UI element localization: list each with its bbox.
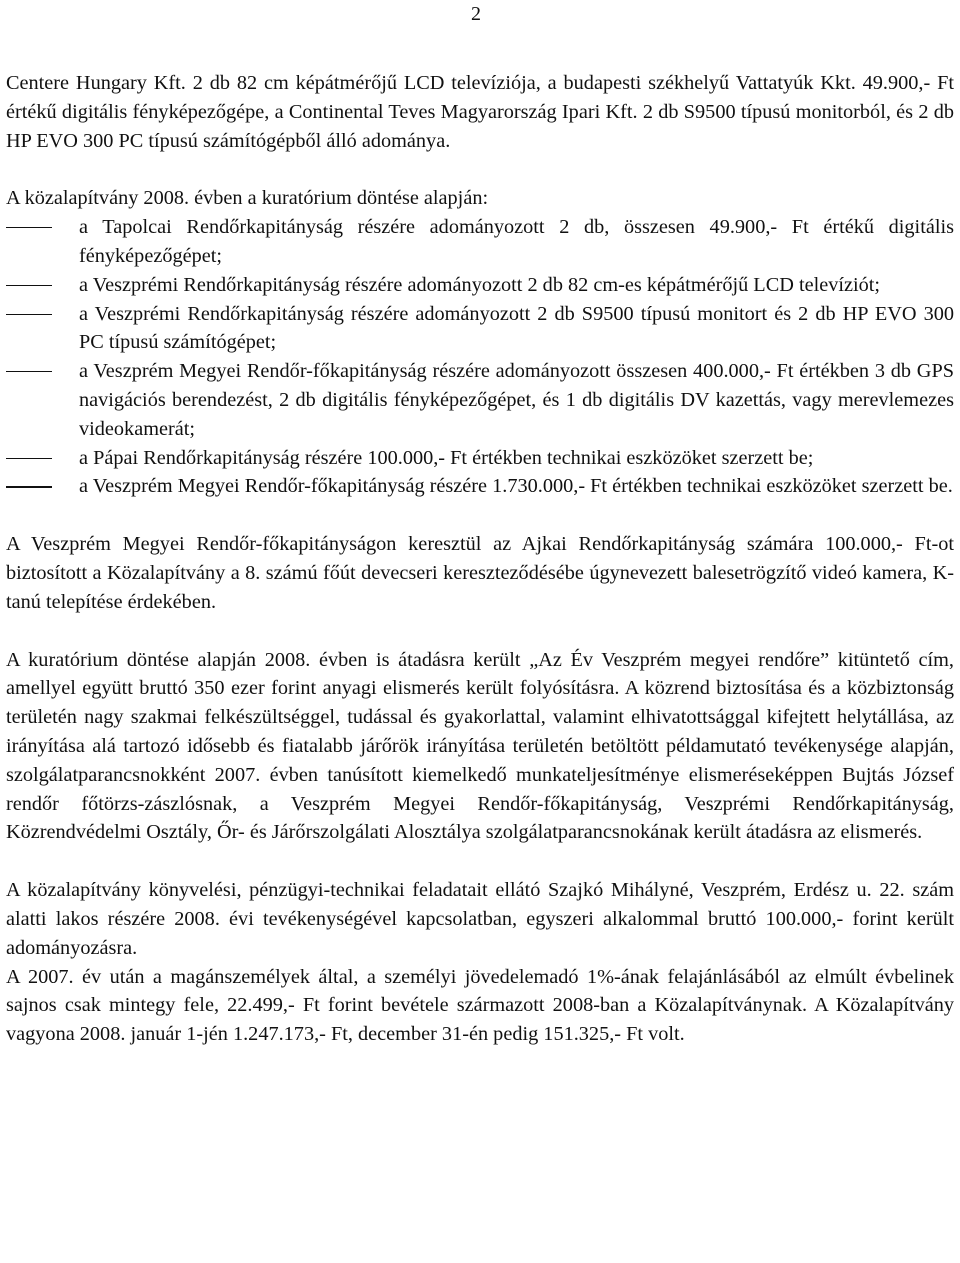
dash-bullet-icon <box>6 458 52 459</box>
intro-paragraph: Centere Hungary Kft. 2 db 82 cm képátmérőjű LCD televíziója, a budapesti székhelyű Vattatyúk Kkt. 49.900,- Ft értékű digitális fényképezőgépe, a Continental Teves Magyarország Ipari Kft. 2 db S9500 típusú monitorból, és 2 db HP EVO 300 PC típusú számítógépből álló adománya. <box>6 72 954 152</box>
paragraph-spacer <box>6 847 954 876</box>
page-number: 2 <box>471 3 481 25</box>
donation-text: a Tapolcai Rendőrkapitányság részére adományozott 2 db, összesen 49.900,- Ft értékű digitális fényképezőgépet; <box>79 216 954 267</box>
donation-item <box>6 444 954 473</box>
donation-text: a Veszprémi Rendőrkapitányság részére adományozott 2 db 82 cm-es képátmérőjű LCD televíziót; <box>79 273 881 296</box>
dash-bullet-icon <box>6 486 52 487</box>
income-paragraph: A 2007. év után a magánszemélyek által, a személyi jövedelemadó 1%-ának felajánlásából az elmúlt évbelinek sajnos csak mintegy fele, 22.499,- Ft forint bevétele származott 2008-ban a Közalapítványnak. A Közalapítvány vagyona 2008. január 1-jén 1.247.173,- Ft, december 31-én pedig 151.325,- Ft volt. <box>6 965 954 1046</box>
paragraph-spacer <box>6 501 954 530</box>
donation-item <box>6 300 954 358</box>
dash-bullet-icon <box>6 285 52 286</box>
donation-item <box>6 472 954 501</box>
accounting-paragraph: A közalapítvány könyvelési, pénzügyi-technikai feladatait ellátó Szajkó Mihályné, Veszprém, Erdész u. 22. szám alatti lakos részére 2008. évi tevékenységével kapcsolatban, egyszeri alkalommal bruttó 100.000,- forint került adományozásra. <box>6 879 954 959</box>
donation-item <box>6 271 954 300</box>
donation-text: a Veszprémi Rendőrkapitányság részére adományozott 2 db S9500 típusú monitort és 2 db HP EVO 300 PC típusú számítógépet; <box>79 302 954 354</box>
curatorium-intro: A közalapítvány 2008. évben a kuratórium döntése alapján: <box>6 187 489 210</box>
donation-text: a Veszprém Megyei Rendőr-főkapitányság részére 1.730.000,- Ft értékben technikai eszközöket szerzett be. <box>79 475 953 498</box>
dash-bullet-icon <box>6 371 52 372</box>
paragraph-spacer <box>6 617 954 646</box>
donation-text: a Pápai Rendőrkapitányság részére 100.000,- Ft értékben technikai eszközöket szerzett be; <box>79 446 814 469</box>
dash-bullet-icon <box>6 314 52 315</box>
award-paragraph: A kuratórium döntése alapján 2008. évben is átadásra került „Az Év Veszprém megyei rendőre” kitüntető cím, amellyel együtt bruttó 350 ezer forint anyagi elismerés került folyósításra. A közrend biztosítása és a közbiztonság területén nagy szakmai felkészültséggel, tudással és gyakorlattal, valamint elhivatottsággal kifejtett helytállása, az irányítása alá tartozó idősebb és fiatalabb járőrök irányítása területén betöltött példamutató tevékenysége alapján, szolgálatparancsnokként 2007. évben tanúsított kiemelkedő munkateljesítménye elismeréseképpen Bujtás József rendőr főtörzs-zászlósnak, a Veszprém Megyei Rendőr-főkapitányság, Veszprémi Rendőrkapitányság, Közrendvédelmi Osztály, Őr- és Járőrszolgálati Alosztálya szolgálatparancsnokának került átadásra az elismerés. <box>6 648 954 844</box>
paragraph-spacer <box>6 155 954 184</box>
donation-text: a Veszprém Megyei Rendőr-főkapitányság részére adományozott összesen 400.000,- Ft értékben 3 db GPS navigációs berendezést, 2 db digitális fényképezőgépet, és 1 db digitális DV kazettás, vagy merevlemezes videokamerát; <box>79 360 954 440</box>
ajka-paragraph: A Veszprém Megyei Rendőr-főkapitányságon keresztül az Ajkai Rendőrkapitányság számára 100.000,- Ft-ot biztosított a Közalapítvány a 8. számú főút devecseri kereszteződésébe úgynevezett balesetrögzítő videó kamera, K-tanú telepítése érdekében. <box>6 533 954 613</box>
donation-list <box>6 213 954 501</box>
dash-bullet-icon <box>6 227 52 228</box>
document-body <box>6 69 954 1049</box>
donation-item <box>6 213 954 271</box>
donation-item <box>6 357 954 443</box>
